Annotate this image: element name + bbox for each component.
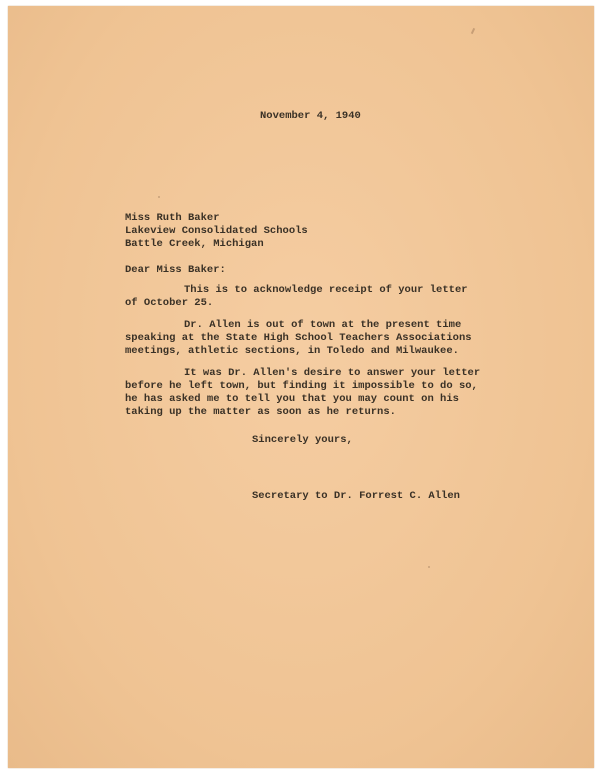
recipient-organization: Lakeview Consolidated Schools [125,225,308,237]
paragraph3-line: taking up the matter as soon as he returns. [125,406,396,418]
paragraph1-line: of October 25. [125,297,214,309]
recipient-city: Battle Creek, Michigan [125,238,264,250]
closing: Sincerely yours, [252,434,353,446]
paper-speck [158,196,160,198]
paragraph2-line: meetings, athletic sections, in Toledo and Milwaukee. [125,345,459,357]
paragraph3-line: It was Dr. Allen's desire to answer your letter [184,367,481,379]
letter-date: November 4, 1940 [260,110,361,122]
paragraph3-line: before he left town, but finding it impossible to do so, [125,380,478,392]
salutation: Dear Miss Baker: [125,264,226,276]
paper-speck [428,566,430,568]
paragraph2-line: Dr. Allen is out of town at the present time [184,319,462,331]
recipient-name: Miss Ruth Baker [125,212,220,224]
paragraph1-line: This is to acknowledge receipt of your letter [184,284,468,296]
paragraph2-line: speaking at the State High School Teachers Associations [125,332,472,344]
paragraph3-line: he has asked me to tell you that you may count on his [125,393,459,405]
letter-page [8,6,594,768]
signature-line: Secretary to Dr. Forrest C. Allen [252,490,460,502]
paper-mark [471,28,475,34]
